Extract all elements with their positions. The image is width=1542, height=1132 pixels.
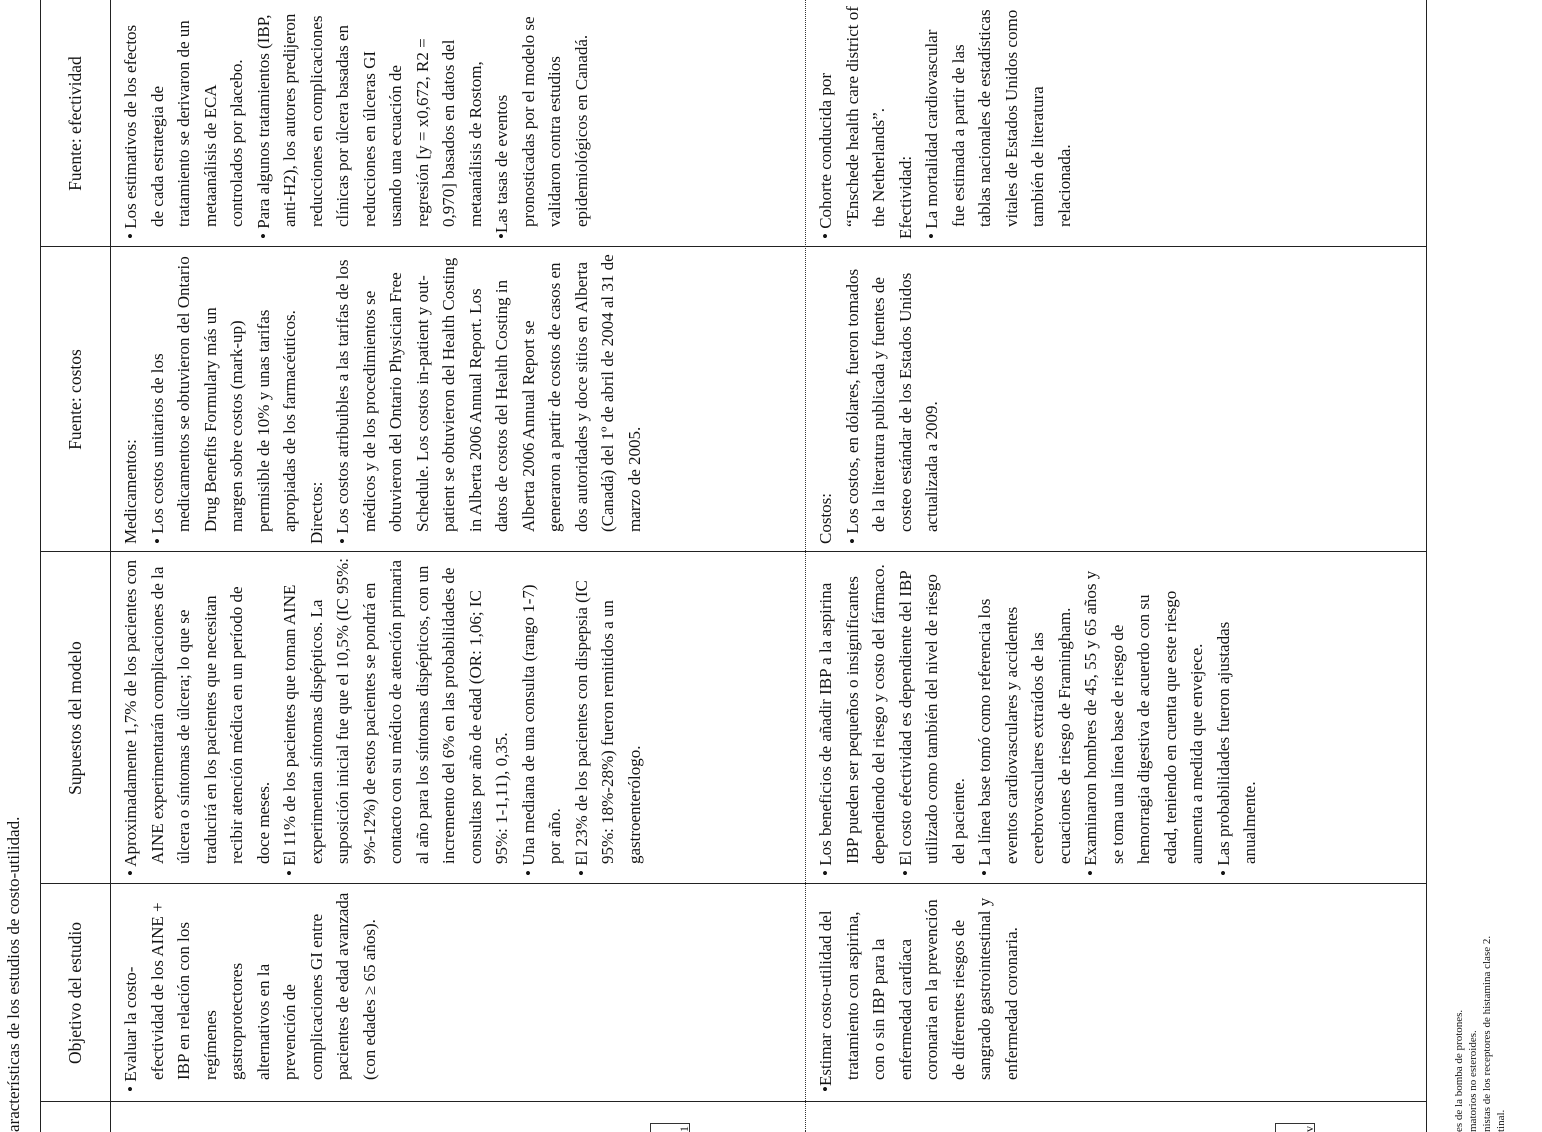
- rule-row-separator: [805, 0, 806, 1132]
- footnote: matorios no esteroides.: [1467, 1030, 1479, 1132]
- row-marker-glyph: 1: [677, 1126, 691, 1132]
- header-objective: Objetivo del estudio: [65, 922, 85, 1064]
- row1-assumption-item: • Una mediana de una consulta (rango 1-7) por año.: [518, 584, 564, 876]
- row1-effectiveness-item: •Las tasas de eventos pronosticadas por el modelo se validaron contra estudios epidemiológicos en Canadá.: [492, 16, 591, 239]
- column-rule: [40, 883, 1426, 884]
- row1-effectiveness-item: • Para algunos tratamientos (IBP, anti-H2), los autores predijeron reducciones en complicaciones clínicas por úlcera basadas en reducciones en úlceras GI usando una ecuación de regresión [y = x0,672, R2 = 0,970] basados en datos del metaanálisis de Rostom,: [253, 13, 485, 239]
- rule-bottom: [1426, 0, 1427, 1132]
- row2-costs-cell: [813, 254, 1419, 544]
- row2-effectiveness-cell: [813, 5, 1419, 239]
- row2-assumption-item: • La línea base tomó como referencia los eventos cardiovasculares y accidentes cerebrovasculares extraídos de las ecuaciones de riesgo de Framingham.: [975, 598, 1074, 876]
- row1-effectiveness-cell: [118, 5, 798, 239]
- row1-objective-cell: [118, 892, 798, 1092]
- row2-assumption-item: • Las probabilidades fueron ajustadas anualmente.: [1213, 621, 1259, 876]
- row2-objective-cell: [813, 892, 1419, 1092]
- row1-costs-cell: [118, 254, 798, 544]
- row1-assumption-item: • El 11% de los pacientes que toman AINE experimentan síntomas dispépticos. La suposición inicial fue que el 10,5% (IC 95%: 9%-12%) de estos pacientes se pondrá en contacto con su médico de atención primaria al año para los síntomas dispépticos, con un incremento del 6% en las probabilidades de consultas por año de edad (OR: 1,06; IC 95%: 1-1,11), 0,35.: [280, 558, 511, 876]
- column-rule: [40, 551, 1426, 552]
- row2-effectiveness-heading: Efectividad:: [895, 155, 915, 239]
- row1-costs-item: • Los costos unitarios de los medicamentos se obtuvieron del Ontario Drug Benefits Formulary más un margen sobre costos (mark-up) permisible de 10% y unas tarifas apropiadas de los farmacéuticos.: [147, 256, 299, 544]
- row2-assumption-item: • Examinaron hombres de 45, 55 y 65 años y se toma una línea base de riesgo de hemorragia digestiva de acuerdo con su edad, teniendo en cuenta que este riesgo aumenta a medida que envejece.: [1081, 570, 1206, 876]
- row1-effectiveness-item: • Los estimativos de los efectos de cada estrategia de tratamiento se derivaron de un metaanálisis de ECA controlados por placebo.: [121, 20, 246, 239]
- row1-costs-item: • Los costos atribuibles a las tarifas de los médicos y de los procedimientos se obtuvieron del Ontario Physician Free Schedule. Los costos in-patient y out-patient se obtuvieron del Health Costing in Alberta 2006 Annual Report. Los datos de costos del Health Costing in Alberta 2006 Annual Report se generaron a partir de costos de casos en dos autoridades y doce sitios en Alberta (Canadá) del 1º de abril de 2004 al 31 de marzo de 2005.: [333, 254, 644, 544]
- rule-header: [110, 0, 111, 1132]
- row1-objective-text: • Evaluar la costo-efectividad de los AINE + IBP en relación con los regímenes gastroprotectores alternativos en la prevención de complicaciones GI entre pacientes de edad avanzada (con edades ≥ 65 años).: [121, 892, 379, 1092]
- row1-assumptions-cell: [118, 558, 798, 876]
- column-rule: [40, 1101, 1426, 1102]
- header-assumptions: Supuestos del modelo: [65, 641, 85, 795]
- footnote: tinal.: [1495, 1109, 1507, 1132]
- row1-costs-heading: Directos:: [306, 481, 326, 544]
- footnote: es de la bomba de protones.: [1453, 1009, 1465, 1132]
- row1-costs-heading: Medicamentos:: [121, 439, 140, 544]
- row2-objective-text: •Estimar costo-utilidad del tratamiento con aspirina, con o sin IBP para la enfermedad cardíaca coronaria en la prevención de diferentes riesgos de sangrado gastrointestinal y enfermedad coronaria.: [816, 897, 1021, 1092]
- header-effectiveness: Fuente: efectividad: [65, 56, 85, 191]
- row1-assumption-item: • El 23% de los pacientes con dispepsia (IC 95%: 18%-28%) fueron remitidos a un gastroenterólogo.: [571, 580, 644, 876]
- row2-assumption-item: • Los beneficios de añadir IBP a la aspirina IBP pueden ser pequeños o insignificantes dependiendo del riesgo y costo del fármaco.: [816, 564, 888, 876]
- row-marker-glyph: v: [1302, 1126, 1316, 1132]
- column-rule: [40, 246, 1426, 247]
- row2-assumption-item: • El costo efectividad es dependiente del IBP utilizado como también del nivel de riesgo del paciente.: [895, 570, 968, 876]
- row2-costs-heading: Costos:: [816, 492, 835, 544]
- header-costs: Fuente: costos: [65, 349, 85, 450]
- table-caption: aracterísticas de los estudios de costo-utilidad.: [4, 816, 23, 1132]
- row2-assumptions-cell: [813, 558, 1419, 876]
- row2-effectiveness-item: • La mortalidad cardiovascular fue estimada a partir de las tablas nacionales de estadísticas vitales de Estados Unidos como también de literatura relacionada.: [922, 9, 1074, 239]
- row2-effectiveness-item: • Cohorte conducida por “Enschede health care district of the Netherlands”.: [816, 6, 888, 239]
- row2-costs-item: • Los costos, en dólares, fueron tomados de la literatura publicada y fuentes de costeo estándar de los Estados Unidos actualizada a 2009.: [842, 268, 941, 544]
- footnote: nistas de los receptores de histamina clase 2.: [1481, 935, 1493, 1132]
- row1-assumption-item: • Aproximadamente 1,7% de los pacientes con AINE experimentarán complicaciones de la úlcera o síntomas de úlcera; lo que se traducirá en los pacientes que necesitan recibir atención médica en un período de doce meses.: [121, 559, 273, 876]
